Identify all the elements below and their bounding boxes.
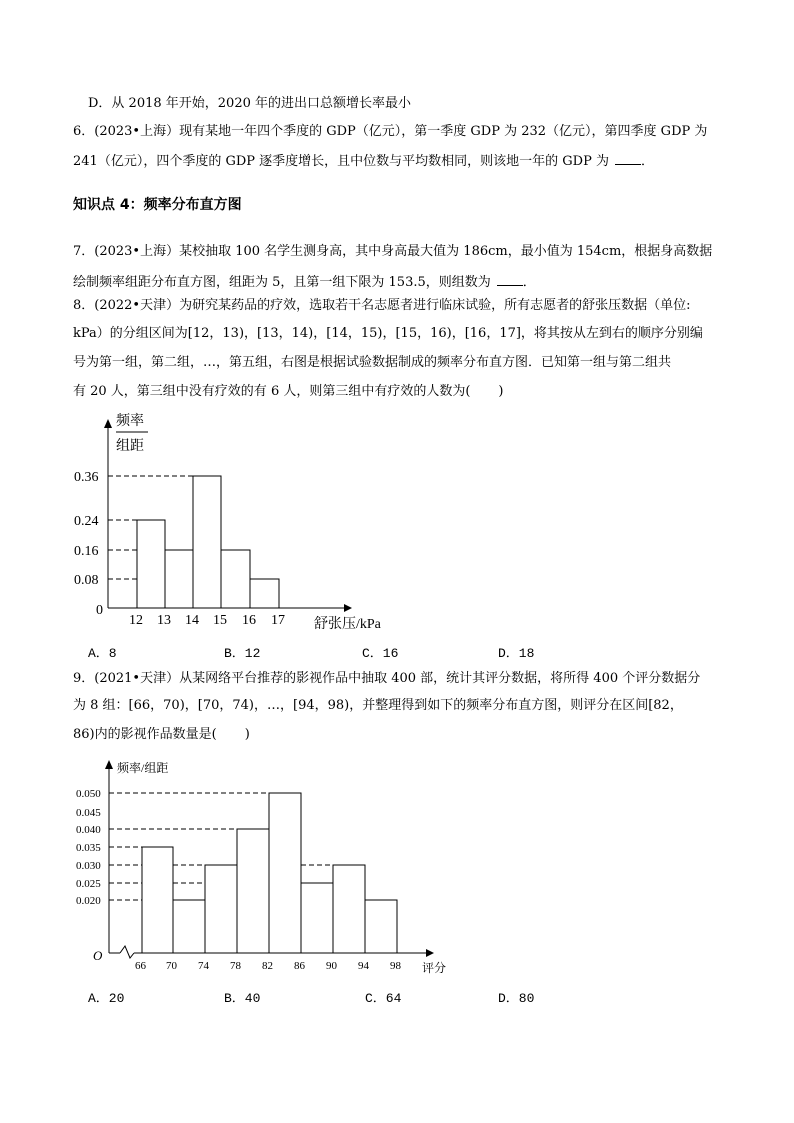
origin-label: 0	[96, 603, 103, 618]
q6-line-2-text: 241（亿元），四个季度的 GDP 逐季度增长，且中位数与平均数相同，则该地一年的 GDP 为	[73, 154, 609, 169]
x-tick-78: 78	[230, 960, 241, 972]
q9-option-a[interactable]: A．20	[88, 991, 125, 1006]
q9-line-1: 9．(2021•天津）从某网络平台推荐的影视作品中抽取 400 部，统计其评分数据，将所得 400 个评分数据分	[73, 671, 701, 686]
x-tick-12: 12	[129, 613, 143, 628]
q9-line-2: 为 8 组：[66，70)，[70，74)，…，[94，98)，并整理得到如下的频率分布直方图，则评分在区间[82，	[73, 698, 683, 713]
q7-line-2-text: 绘制频率组距分布直方图，组距为 5，且第一组下限为 153.5，则组数为	[73, 275, 491, 290]
x-tick-13: 13	[157, 613, 171, 628]
section-heading: 知识点 4：频率分布直方图	[73, 197, 242, 213]
q8-option-d[interactable]: D．18	[498, 646, 535, 661]
y-tick-0.035: 0.035	[76, 842, 101, 854]
bar-16-17	[250, 579, 279, 608]
y-axis-arrow-icon	[104, 419, 112, 428]
x-tick-98: 98	[390, 960, 401, 972]
q8-option-a[interactable]: A．8	[88, 646, 117, 661]
y-tick-0.08: 0.08	[74, 573, 99, 588]
q9-line-3-text: 86)内的影视作品数量是(	[73, 727, 217, 742]
y-tick-0.16: 0.16	[74, 544, 99, 559]
y-axis-arrow-icon	[105, 760, 113, 769]
bar-86-90	[301, 883, 333, 953]
bar-90-94	[333, 865, 365, 953]
axis-break-icon	[120, 946, 134, 958]
q8-line-4-close: )	[498, 384, 504, 399]
x-axis-label: 舒张压/kPa	[314, 617, 381, 632]
q8-option-c[interactable]: C．16	[362, 646, 399, 661]
q8-line-1: 8．(2022•天津）为研究某药品的疗效，选取若干名志愿者进行临床试验，所有志愿者的舒张压数据（单位:	[73, 298, 691, 313]
bar-66-70	[142, 847, 173, 953]
origin-label: O	[93, 948, 103, 963]
bar-74-78	[205, 865, 237, 953]
q9-line-3-close: )	[244, 727, 250, 742]
x-tick-86: 86	[294, 960, 305, 972]
x-tick-15: 15	[213, 613, 227, 628]
q8-line-4-text: 有 20 人，第三组中没有疗效的有 6 人，则第三组中有疗效的人数为(	[73, 384, 471, 399]
x-tick-74: 74	[198, 960, 209, 972]
y-tick-0.030: 0.030	[76, 860, 101, 872]
q6-line-2-end: ．	[640, 154, 654, 169]
y-tick-0.025: 0.025	[76, 878, 101, 890]
x-tick-14: 14	[185, 613, 199, 628]
x-tick-17: 17	[271, 613, 285, 628]
x-tick-94: 94	[358, 960, 369, 972]
x-tick-90: 90	[326, 960, 337, 972]
q7-line-1: 7．(2023•上海）某校抽取 100 名学生测身高，其中身高最大值为 186cm，最小值为 154cm，根据身高数据	[73, 244, 713, 259]
y-axis-label: 频率/组距	[117, 761, 169, 775]
x-tick-16: 16	[242, 613, 256, 628]
y-tick-0.24: 0.24	[74, 514, 99, 529]
q9-line-3	[73, 727, 250, 743]
y-label-top: 频率	[116, 414, 144, 429]
y-tick-0.045: 0.045	[76, 807, 101, 819]
q8-line-3: 号为第一组，第二组，…，第五组，右图是根据试验数据制成的频率分布直方图．已知第一组与第二组共	[73, 355, 672, 370]
y-tick-0.050: 0.050	[76, 788, 101, 800]
bar-94-98	[365, 900, 397, 953]
bar-78-82	[237, 829, 269, 953]
y-tick-0.020: 0.020	[76, 895, 101, 907]
q7-line-2-end: ．	[522, 275, 536, 290]
y-tick-0.040: 0.040	[76, 824, 101, 836]
bar-14-15	[193, 476, 221, 608]
bar-82-86	[269, 793, 301, 953]
q8-line-2: kPa）的分组区间为[12，13)，[13，14)，[14，15)，[15，16)，[16，17]，将其按从左到右的顺序分别编	[73, 326, 703, 341]
x-axis-arrow-icon	[426, 949, 434, 957]
bar-12-13	[137, 520, 165, 608]
x-axis-label: 评分	[422, 961, 447, 975]
q9-option-b[interactable]: B．40	[224, 991, 261, 1006]
x-tick-70: 70	[166, 960, 177, 972]
x-tick-66: 66	[135, 960, 146, 972]
bar-15-16	[221, 550, 250, 608]
y-label-bottom: 组距	[116, 439, 144, 454]
y-tick-0.36: 0.36	[74, 470, 99, 485]
q9-option-c[interactable]: C．64	[365, 991, 402, 1006]
q9-option-d[interactable]: D．80	[498, 991, 535, 1006]
bar-70-74	[173, 900, 205, 953]
q6-line-1: 6．(2023•上海）现有某地一年四个季度的 GDP（亿元），第一季度 GDP 为 232（亿元），第四季度 GDP 为	[73, 124, 708, 139]
bar-13-14	[165, 550, 193, 608]
q8-option-b[interactable]: B．12	[224, 646, 261, 661]
q5-option-d: D．从 2018 年开始，2020 年的进出口总额增长率最小	[88, 96, 411, 111]
x-axis-arrow-icon	[344, 604, 352, 612]
x-tick-82: 82	[262, 960, 273, 972]
